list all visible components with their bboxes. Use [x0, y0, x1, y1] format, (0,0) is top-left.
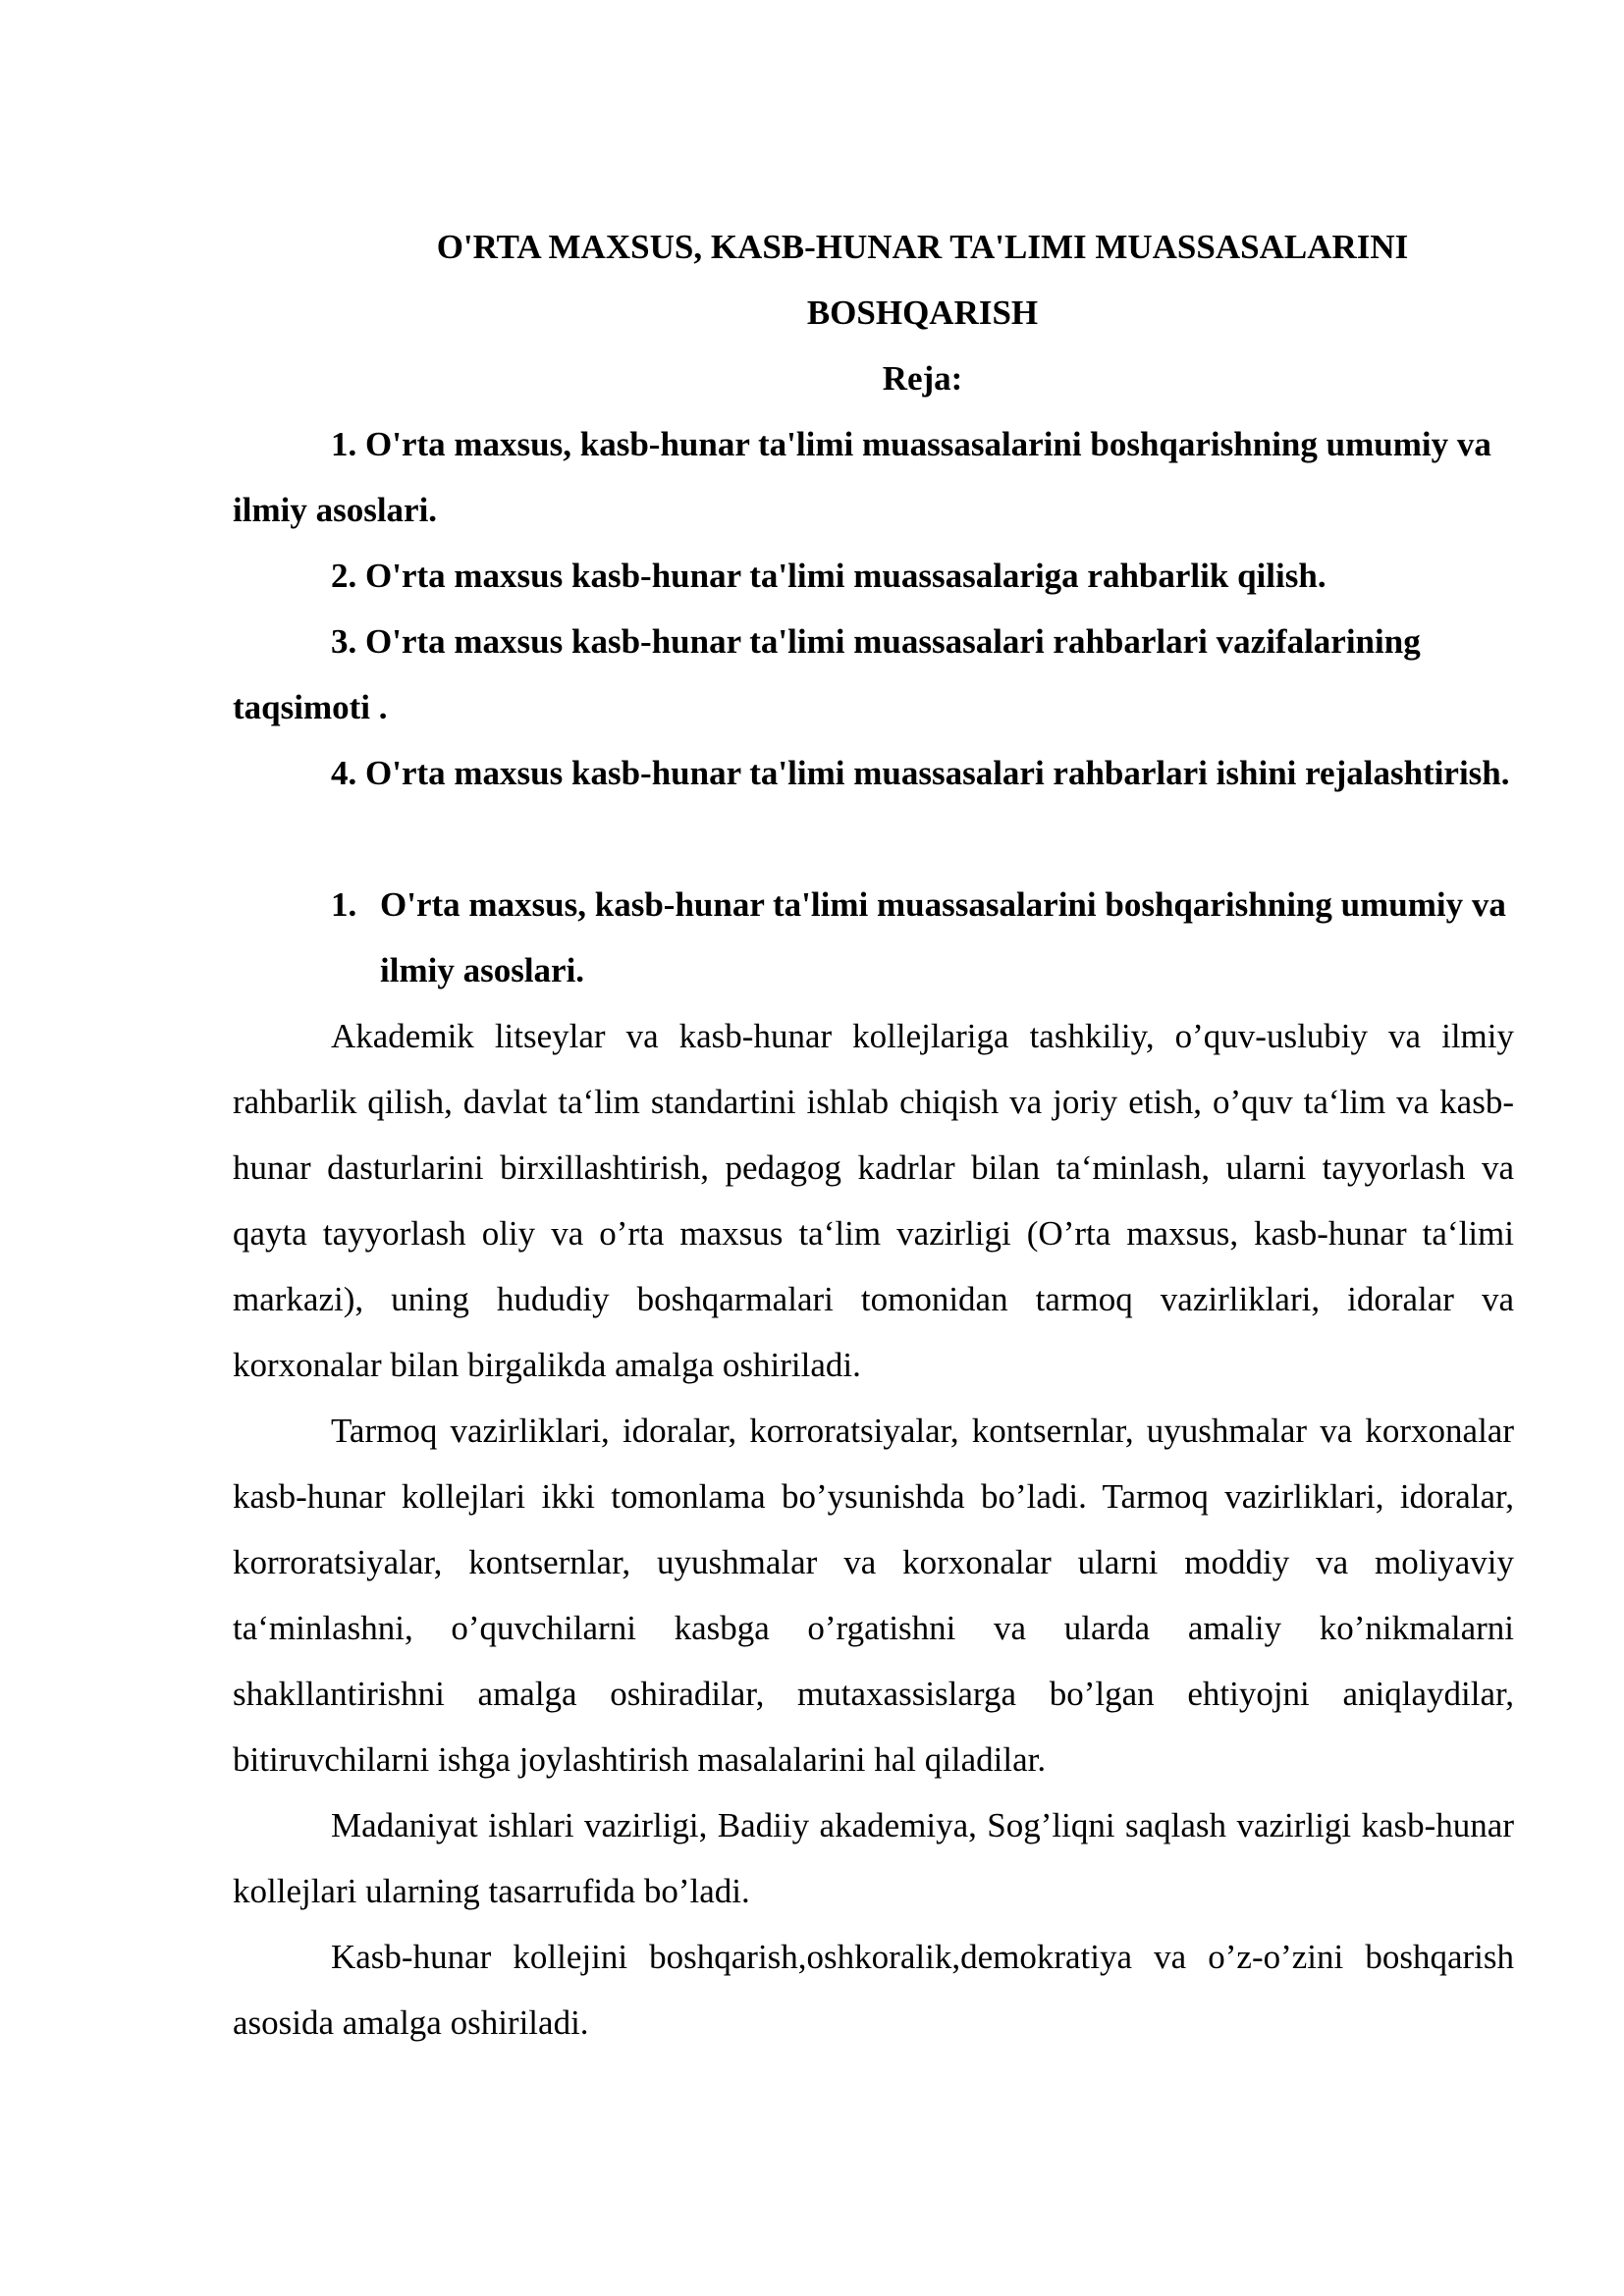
- body-paragraph: Tarmoq vazirliklari, idoralar, korroratsiyalar, kontsernlar, uyushmalar va korxonalar kasb-hunar kollejlari ikki tomonlama bo’ysunishda bo’ladi. Tarmoq vazirliklari, idoralar, korroratsiyalar, kontsernlar, uyushmalar va korxonalar ularni moddiy va moliyaviy ta‘minlashni, o’quvchilarni kasbga o’rgatishni va ularda amaliy ko’nikmalarni shakllantirishni amalga oshiradilar, mutaxassislarga bo’lgan ehtiyojni aniqlaydilar, bitiruvchilarni ishga joylashtirish masalalarini hal qiladilar.: [233, 1412, 1514, 1779]
- section-heading-text: O'rta maxsus, kasb-hunar ta'limi muassasalarini boshqarishning umumiy va ilmiy asoslari.: [380, 885, 1506, 989]
- plan-item: 1. O'rta maxsus, kasb-hunar ta'limi muassasalarini boshqarishning umumiy va ilmiy asoslari.: [233, 425, 1491, 529]
- document-page: [233, 214, 1514, 2056]
- section-heading: [233, 872, 1514, 1003]
- document-title: O'RTA MAXSUS, KASB-HUNAR TA'LIMI MUASSASALARINI BOSHQARISH: [436, 228, 1409, 332]
- section-number: 1.: [331, 885, 357, 924]
- plan-heading: Reja:: [882, 359, 963, 398]
- plan-item: 3. O'rta maxsus kasb-hunar ta'limi muassasalari rahbarlari vazifalarining taqsimoti .: [233, 622, 1421, 726]
- body-paragraph: Akademik litseylar va kasb-hunar kollejlariga tashkiliy, o’quv-uslubiy va ilmiy rahbarlik qilish, davlat ta‘lim standartini ishlab chiqish va joriy etish, o’quv ta‘lim va kasb-hunar dasturlarini birxillashtirish, pedagog kadrlar bilan ta‘minlash, ularni tayyorlash va qayta tayyorlash oliy va o’rta maxsus ta‘lim vazirligi (O’rta maxsus, kasb-hunar ta‘limi markazi), uning hududiy boshqarmalari tomonidan tarmoq vazirliklari, idoralar va korxonalar bilan birgalikda amalga oshiriladi.: [233, 1017, 1514, 1384]
- body-paragraph: Kasb-hunar kollejini boshqarish,oshkoralik,demokratiya va o’z-o’zini boshqarish asosida amalga oshiriladi.: [233, 1938, 1514, 2042]
- plan-item: 4. O'rta maxsus kasb-hunar ta'limi muassasalari rahbarlari ishini rejalashtirish.: [331, 754, 1510, 792]
- body-paragraph: Madaniyat ishlari vazirligi, Badiiy akademiya, Sog’liqni saqlash vazirligi kasb-hunar kollejlari ularning tasarrufida bo’ladi.: [233, 1806, 1514, 1910]
- plan-item: 2. O'rta maxsus kasb-hunar ta'limi muassasalariga rahbarlik qilish.: [331, 557, 1326, 595]
